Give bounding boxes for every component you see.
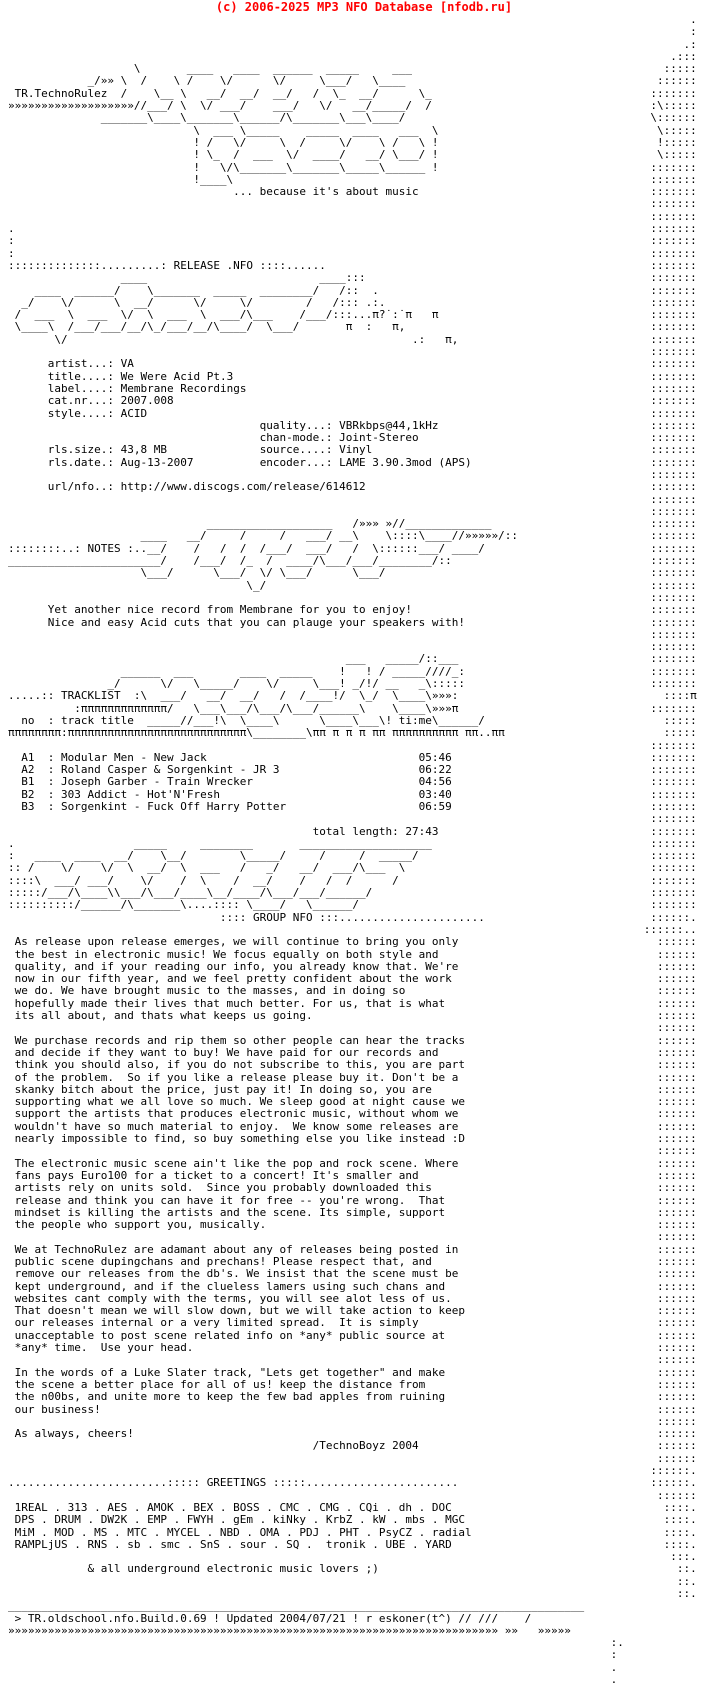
- logo-line: _/»» \ / \ / \/ \/ \___/ \____ ::::::: [8, 74, 697, 88]
- group-text: We at TechnoRulez are adamant about any of releases being posted in: [14, 1242, 459, 1256]
- footer-tail: :: [8, 1648, 618, 1662]
- nfo-border: ::::.: [471, 1525, 697, 1539]
- logo-line: ! \/\_______\_______\_____\______ ! :::::::: [8, 160, 697, 174]
- group-text: That doesn't mean we will slow down, but we will take action to keep: [14, 1304, 465, 1318]
- nfo-border: ::::::: [418, 1316, 697, 1330]
- nfo-border: ::::::: [438, 947, 697, 961]
- nfo-border: ::::::: [405, 984, 697, 998]
- release-field: rls.date.: Aug-13-2007 encoder...: LAME 3.90.3mod (APS) :::::::: [47, 455, 697, 469]
- encoder-value: LAME 3.90.3mod (APS): [339, 455, 472, 469]
- footer-tail: .: [8, 1660, 618, 1674]
- logo-line: !____\ :::::::: [8, 172, 697, 186]
- group-text: support the artists that produces electronic music, without whom we: [14, 1107, 459, 1121]
- track-title: 303 Addict - Hot'N'Fresh: [61, 787, 419, 801]
- group-text: the people who support you, musically.: [14, 1218, 267, 1232]
- group-section-title: GROUP NFO: [253, 910, 313, 924]
- footer-tail: .: [8, 1673, 618, 1687]
- nfo-border: ::::::: [464, 1304, 697, 1318]
- group-text: its all about, and thats what keeps us going.: [14, 1009, 313, 1023]
- track-row: A2 : Roland Casper & Sorgenkint - JR 3 06:22 :::::::: [21, 763, 697, 777]
- footer-tail: :.: [8, 1636, 624, 1650]
- track-row: B1 : Joseph Garber - Train Wrecker 04:56 :::::::: [21, 775, 697, 789]
- tracklist-logo-line: :πππππππππππππ/ \___\___/\___/\___/______\ \____\»»»π :::::::: [8, 701, 697, 715]
- nfo-border: :::::::: [451, 763, 697, 777]
- nfo-border: :::::: [484, 713, 697, 727]
- group-text: As release upon release emerges, we will continue to bring you only: [14, 935, 459, 949]
- notes-line: [8, 617, 728, 629]
- nfo-border: ::::::: [445, 1390, 697, 1404]
- nfo-border: :::::::: [133, 357, 697, 371]
- notes-header: ::::::::..: NOTES :..__/ / / / /___/ ___/ / \::::::___/ ____/ :::::::: [8, 541, 697, 555]
- nfo-border: ::::::: [458, 959, 697, 973]
- group-text: release and think you can have it for free -- you're wrong. That: [14, 1193, 446, 1207]
- group-text: our releases internal or a very limited spread. It is simply: [14, 1316, 419, 1330]
- greetings-text: RAMPLjUS . RNS . sb . smc . SnS . sour . SQ . tronik . UBE . YARD: [14, 1537, 452, 1551]
- track-row: B3 : Sorgenkint - Fuck Off Harry Potter 06:59 :::::::: [21, 800, 697, 813]
- group-text: wouldn't have so much material to enjoy. We know some releases are: [14, 1119, 459, 1133]
- size-value: 43,8 MB: [120, 443, 260, 457]
- track-no: B2: [21, 787, 35, 801]
- col-title-header: track title: [61, 713, 134, 727]
- logo-line: .:::: [8, 49, 697, 63]
- group-text: we do. We have brought music to the masses, and in doing so: [14, 984, 406, 998]
- release-logo-line: _/ \/ \ __/ \/ \/ / /::: .:. :::::::: [8, 295, 697, 309]
- group-closing: As always, cheers!: [14, 1427, 134, 1441]
- nfo-border: ::::::: [458, 1119, 697, 1133]
- url-value: http://www.discogs.com/release/614612: [120, 480, 366, 494]
- group-tag: TR.TechnoRulez: [14, 86, 108, 100]
- nfo-border: ::::::: [464, 1058, 697, 1072]
- release-logo-line: ____ ____::: :::::::: [8, 271, 697, 285]
- group-text: public scene dupingchans and prechans! Please respect that, and: [14, 1254, 432, 1268]
- nfo-border: :::::::: [412, 603, 697, 617]
- nfo-border: ::::::: [425, 1377, 697, 1391]
- greetings-text: MiM . MOD . MS . MTC . MYCEL . NBD . OMA . PDJ . PHT . PsyCZ . radial: [14, 1525, 472, 1539]
- nfo-border: ::::::.: [484, 910, 697, 924]
- tagline: ... because it's about music: [233, 185, 419, 199]
- release-logo-line: ____ ______/ \_______ _____ ________/ /:: . :::::::: [8, 283, 697, 297]
- nfo-border: ::::::: [445, 1328, 697, 1342]
- logo-line: \ ____ ____ ______ _____ ___ :::::: [8, 62, 697, 76]
- group-text: unacceptable to post scene related info on *any* public source at: [14, 1328, 446, 1342]
- release-field: cat.nr...: 2007.008 :::::::: [47, 394, 697, 408]
- nfo-border: ::::::: [418, 1168, 697, 1182]
- track-no: B3: [21, 800, 35, 813]
- release-field: style....: ACID :::::::: [47, 406, 697, 420]
- footer-line: > TR.oldschool.nfo.Build.0.69 ! Updated 2004/07/21 ! r eskoner(t^) // /// /: [8, 1611, 532, 1625]
- nfo-border: :::::::: [431, 86, 697, 100]
- greetings-text: DPS . DRUM . DW2K . EMP . FWYH . gEm . kiNky . KrbZ . kW . mbs . MGC: [14, 1513, 465, 1527]
- release-field: title....: We Were Acid Pt.3 :::::::: [47, 369, 697, 383]
- nfo-border: :::::::: [418, 185, 697, 199]
- quality-value: VBRkbps@44,1kHz: [339, 418, 439, 432]
- chanmode-value: Joint-Stereo: [339, 431, 419, 445]
- group-text: The electronic music scene ain't like the pop and rock scene. Where: [14, 1156, 459, 1170]
- release-field: rls.size.: 43,8 MB source....: Vinyl :::::::: [47, 443, 697, 457]
- group-signature: /TechnoBoyz 2004: [312, 1439, 419, 1453]
- track-time: 04:56: [418, 775, 452, 789]
- release-logo-line: \____\ /___/___/__/\_/___/__/\____/ \___/ π : π, :::::::: [8, 320, 697, 334]
- group-text: supporting what we all love so much. We sleep good at night cause we: [14, 1095, 465, 1109]
- nfo-border: :::::::: [173, 394, 697, 408]
- logo-line: ! / \/ \ / \/ \ / \ ! !:::::: [8, 135, 697, 149]
- nfo-border: ::::::: [100, 1402, 697, 1416]
- nfo-border: ::::::: [445, 996, 697, 1010]
- nfo-border: ::::::: [464, 1033, 697, 1047]
- catnr-value: 2007.008: [120, 394, 174, 408]
- nfo-border: :::::::: [484, 541, 697, 555]
- notes-text: Yet another nice record from Membrane for you to enjoy!: [47, 603, 412, 617]
- track-title: Joseph Garber - Train Wrecker: [61, 775, 419, 789]
- group-text: and decide if they want to buy! We have paid for our records and: [14, 1045, 439, 1059]
- nfo-border: ::::::: [431, 1181, 697, 1195]
- footer-updated: Updated 2004/07/21: [226, 1611, 346, 1625]
- tracklist-rule: ππππππππ:πππππππππππππππππππππππππππ\________\ππ π π π ππ ππππππππππ ππ..ππ :::::: [8, 726, 697, 740]
- footer-credit: r eskoner(t^): [365, 1611, 452, 1625]
- tracklist-columns: no : track title _____//___!\ \____\ \____\___\! ti:me\______/ :::::: [21, 713, 697, 727]
- notes-logo-line: _______________________/ /___/ /_ / ____/\___/___/________/:: :::::::: [8, 554, 697, 568]
- col-no-header: no: [21, 713, 35, 727]
- nfo-border: :::::::: [438, 418, 697, 432]
- greetings-line: [8, 1563, 728, 1575]
- logo-line: ! \_ / ___ \/ ____/ __/ \___/ ! \:::::: [8, 148, 697, 162]
- nfo-border: ::::.: [464, 1513, 697, 1527]
- nfo-border: ::.: [378, 1562, 697, 1576]
- group-text: skanky bitch about the price, just pay it! In doing so, you are: [14, 1082, 432, 1096]
- col-time-header: ti:me: [398, 713, 432, 727]
- group-text: websites cant comply with the terms, you will see alot less of us.: [14, 1291, 452, 1305]
- track-no: B1: [21, 775, 35, 789]
- label-value: Membrane Recordings: [120, 381, 247, 395]
- group-logo-line: :: / \/ \/ \ __/ \ ___ / _/ __/ ___/\___ \ :::::::: [8, 861, 697, 875]
- nfo-border: :::::::: [233, 369, 697, 383]
- footer-rule: _______________________________________________________________________________________: [8, 1599, 585, 1613]
- group-text: the best in electronic music! We focus equally on both style and: [14, 947, 439, 961]
- logo-line: .:: [8, 37, 697, 51]
- group-text: our business!: [14, 1402, 101, 1416]
- nfo-border: :::::::: [246, 381, 697, 395]
- logo-line: »»»»»»»»»»»»»»»»»»»//___/ \ \/ ___/ ___/ \/ __/_____/ / :\:::::: [8, 99, 697, 113]
- nfo-text: . : .: .::: \ ____ ____ ______ _____ ___ ::::: _/»» \ / \ / \/ \/ \___/ \____ :::::: TR.TechnoRulez / \__ \ __/ __/ __/ / \_ __/ \_ ::::::: »»»»»»»»»»»»»»»»»»»//___/ \ \/ ___/ ___/ \/ __/_____/ / :\::::: _______\____\_______\______/\_______\___\____/ \:::::: \ ___ \_____ _____ ____ ___ \ \::::: ! / \/ \ / \/ \ / \ ! !::::: ! \_ / ___ \/ ____/ __/ \___/ ! \::::: ! \/\_______\_______\_____\______ ! ::::::: !____\ ::::::: ... because it's about music ::::::: ::::::: ::::::: . ::::::: : ::::::: : ::::::: ::::::::::::::.........: RELEASE .NFO ::::...... ::::::: ____ ____::: ::::::: ____ ______/ \_______ _____ ________/ /:: . ::::::: _/ \/ \ __/ \/ \/ / /::: .:. ::::::: / ___ \ ___ \/ \ ___ \ ___/\___ /___/:::...π?˙:˙π π ::::::: \____\ /___/___/__/\_/___/__/\____/ \___/ π : π, ::::::: \/ .: π, ::::::: ::::::: artist...: VA ::::::: title....: We Were Acid Pt.3 ::::::: label....: Membrane Recordings ::::::: cat.nr...: 2007.008 ::::::: style....: ACID ::::::: quality...: VBRkbps@44,1kHz ::::::: chan-mode.: Joint-Stereo ::::::: rls.size.: 43,8 MB source....: Vinyl ::::::: rls.date.: Aug-13-2007 encoder...: LAME 3.90.3mod (APS) ::::::: ::::::: url/nfo..: http://www.discogs.com/release/614612 ::::::: ::::::: ::::::: ___________________ /»»» »//_____________ ::::::: ____ __/ / / ___/ __\ \::::\____//»»»»»/:: ::::::: ::::::::..: NOTES :..__/ / / / /___/ ___/ / \::::::___/ ____/ ::::::: _______________________/ /___/ /_ / ____/\___/___/________/:: ::::::: \___/ \___/ \/ \___/ \___/ ::::::: \_/ ::::::: ::::::: Yet another nice record from Membrane for you to enjoy! ::::::: Nice and easy Acid cuts that you can plauge your speakers with! ::::::: ::::::: ::::::: ___ _____/::___ ::::::: ______ ___ ____ _____ ! ! / _____////_: ::::::: _/ \/ \_____/ \/ \___! _/!/ __ _\::::: ::::::: .....:: TRACKLIST :\ ___/ __/ __/ / /____!/ \_/ \____\»»»: ::::π :πππππππππππππ/ \___\___/\___/\___/______\ \____\»»»π ::::::: no : track title _____//___!\ \____\ \____\___\! ti:me\______/ ::::: ππππππππ:πππππππππππππππππππππππππππ\________\ππ π π π ππ ππππππππππ ππ..ππ ::::: ::::::: A1 : Modular Men - New Jack 05:46 ::::::: A2 : Roland Casper & Sorgenkint - JR 3 06:22 ::::::: B1 : Joseph Garber - Train Wrecker 04:56 ::::::: B2 : 303 Addict - Hot'N'Fresh 03:40 ::::::: B3 : Sorgenkint - Fuck Off Harry Potter 06:59 ::::::: ::::::: total length: 27:43 ::::::: . _____ ________ ____________________ ::::::: : ____ ____ __/ \__/ \_____/ / / _____/ ::::::: :: / \/ \/ \ __/ \ ___ / _/ __/ ___/\___ \ ::::::: ::::\ ___/ ___/ \/ / \ / __/ / / / / ::::::: :::::/___/\____\\___/\___/____\__/____/\___/___/______/ ::::::: ::::::::::/______/\_______\....:::: \____/ \______/ ::::::: :::: GROUP NFO :::...................... ::::::. ::::::.. As release upon release emerges, we will continue to bring you only :::::: the best in electronic music! We focus equally on both style and :::::: quality, and if your reading our info, you already know that. We're :::::: now in our fifth year, and we feel pretty confident about the work :::::: we do. We have brought music to the masses, and in doing so :::::: hopefully made their lives that much better. For us, that is what :::::: its all about, and thats what keeps us going. :::::: :::::: We purchase records and rip them so other people can hear the tracks :::::: and decide if they want to buy! We have paid for our records and :::::: think you should also, if you do not subscribe to this, you are part :::::: of the problem. So if you like a release please buy it. Don't be a :::::: skanky bitch about the price, just pay it! In doing so, you are :::::: supporting what we all love so much. We sleep good at night cause we :::::: support the artists that produces electronic music, without whom we :::::: wouldn't have so much material to enjoy. We know some releases are :::::: nearly impossible to find, so buy something else you like instead :D :::::: :::::: The electronic music scene ain't like the pop and rock scene. Where :::::: fans pays Euro100 for a ticket to a concert! It's smaller and :::::: artists rely on units sold. Since you probably downloaded this :::::: release and think you can have it for free -- you're wrong. That :::::: mindset is killing the artists and the scene. Its simple, support :::::: the people who support you, musically. :::::: :::::: We at TechnoRulez are adamant about any of releases being posted in :::::: public scene dupingchans and prechans! Please respect that, and :::::: remove our releases from the db's. We insist that the scene must be :::::: kept underground, and if the clueless lamers using such chans and :::::: websites cant comply with the terms, you will see alot less of us. :::::: That doesn't mean we will slow down, but we will take action to keep :::::: our releases internal or a very limited spread. It is simply :::::: unacceptable to post scene related info on *any* public source at :::::: *any* time. Use your head. :::::: :::::: In the words of a Luke Slater track, "Lets get together" and make :::::: the scene a better place for all of us! keep the distance from :::::: the n00bs, and unite more to keep the few bad apples from ruining :::::: our business! :::::: :::::: As always, cheers! :::::: /TechnoBoyz 2004 :::::: :::::: ::::::. ........................::::: GREETINGS :::::....................... ::::::. :::::: 1REAL . 313 . AES . AMOK . BEX . BOSS . CMC . CMG . CQi . dh . DOC ::::. DPS . DRUM . DW2K . EMP . FWYH . gEm . kiNky . KrbZ . kW . mbs . MGC ::::. MiM . MOD . MS . MTC . MYCEL . NBD . OMA . PDJ . PHT . PsyCZ . radial ::::. RAMPLjUS . RNS . sb . smc . SnS . sour . SQ . tronik . UBE . YARD ::::. :::. & all underground electronic music lovers ;) ::. ::. ::. _______________________________________________________________________________________ > TR.oldschool.nfo.Build.0.69 ! Updated 2004/07/21 ! r eskoner(t^) // /// / »»»»»»»»»»»»»»»»»»»»»»»»»»»»»»»»»»»»»»»»»»»»»»»»»»»»»»»»»»»»»»»»»»»»»»»»»» »» »»»»» :. : . .: [0, 14, 728, 1686]
- nfo-border: ::::::: [431, 1082, 697, 1096]
- nfo-border: ::::::: [445, 1365, 697, 1379]
- group-logo-line: . _____ ________ ____________________ :::::::: [8, 836, 697, 850]
- track-time: 06:22: [418, 763, 452, 777]
- nfo-border: :::::::: [147, 406, 697, 420]
- notes-logo-line: \___/ \___/ \/ \___/ \___/ :::::::: [8, 566, 697, 580]
- nfo-border: :::::::: [451, 750, 697, 764]
- date-value: Aug-13-2007: [120, 455, 260, 469]
- nfo-border: :::::::: [451, 787, 697, 801]
- track-title: Modular Men - New Jack: [61, 750, 419, 764]
- track-row: B2 : 303 Addict - Hot'N'Fresh 03:40 :::::::: [21, 787, 697, 801]
- nfo-border: ::::::.: [458, 1476, 697, 1490]
- nfo-border: ::::.: [451, 1500, 697, 1514]
- footer-rule: »»»»»»»»»»»»»»»»»»»»»»»»»»»»»»»»»»»»»»»»»»»»»»»»»»»»»»»»»»»»»»»»»»»»»»»»»» »» »»»»»: [8, 1623, 571, 1637]
- footer-build: TR.oldschool.nfo.Build.0.69: [27, 1611, 207, 1625]
- nfo-border: ::::::: [464, 1132, 697, 1146]
- track-title: Roland Casper & Sorgenkint - JR 3: [61, 763, 419, 777]
- nfo-border: ::::::: [431, 1254, 697, 1268]
- group-text: hopefully made their lives that much better. For us, that is what: [14, 996, 446, 1010]
- group-line: [8, 1440, 728, 1452]
- nfo-border: ::::::: [458, 1267, 697, 1281]
- track-time: 03:40: [418, 787, 452, 801]
- nfo-border: ::::::: [193, 1341, 697, 1355]
- nfo-border: :::::::: [451, 775, 697, 789]
- nfo-border: ::::::: [458, 1107, 697, 1121]
- group-header: :::: GROUP NFO :::...................... ::::::.: [8, 910, 697, 924]
- nfo-border: :::::::: [365, 480, 697, 494]
- artist-value: VA: [120, 357, 134, 371]
- group-text: of the problem. So if you like a release please buy it. Don't be a: [14, 1070, 459, 1084]
- tracklist-logo-line: ___ _____/::___ :::::::: [8, 652, 697, 666]
- track-no: A1: [21, 750, 35, 764]
- group-text: nearly impossible to find, so buy something else you like instead :D: [14, 1132, 465, 1146]
- group-text: remove our releases from the db's. We insist that the scene must be: [14, 1267, 459, 1281]
- track-time: 06:59: [418, 800, 452, 813]
- nfo-border: ::::::: [458, 1070, 697, 1084]
- greetings-closing: & all underground electronic music lovers ;): [87, 1562, 379, 1576]
- group-text: artists rely on units sold. Since you probably downloaded this: [14, 1181, 432, 1195]
- logo-line: \ ___ \_____ _____ ____ ___ \ \:::::: [8, 123, 697, 137]
- release-field: artist...: VA :::::::: [47, 357, 697, 371]
- group-logo-line: :::::/___/\____\\___/\___/____\__/____/\___/___/______/ :::::::: [8, 886, 697, 900]
- logo-line: _______\____\_______\______/\_______\___\____/ \::::::: [8, 111, 697, 125]
- group-text: mindset is killing the artists and the scene. Its simple, support: [14, 1205, 446, 1219]
- release-field: quality...: VBRkbps@44,1kHz :::::::: [259, 418, 697, 432]
- track-time: 05:46: [418, 750, 452, 764]
- nfo-border: ::::::: [418, 1439, 697, 1453]
- group-text: now in our fifth year, and we feel pretty confident about the work: [14, 972, 452, 986]
- tracklist-header: .....:: TRACKLIST :\ ___/ __/ __/ / /____!/ \_/ \____\»»»: ::::π: [8, 689, 697, 703]
- release-logo-line: \/ .: π, :::::::: [8, 332, 697, 346]
- release-field: label....: Membrane Recordings :::::::: [47, 381, 697, 395]
- group-line: [8, 1404, 728, 1416]
- nfo-border: ::::::: [312, 1009, 697, 1023]
- greetings-header: ........................::::: GREETINGS :::::....................... ::::::.: [8, 1476, 697, 1490]
- group-text: the n00bs, and unite more to keep the few bad apples from ruining: [14, 1390, 446, 1404]
- nfo-border: ::::::: [266, 1218, 697, 1232]
- nfo-border: :::::::: [372, 443, 697, 457]
- group-text: *any* time. Use your head.: [14, 1341, 194, 1355]
- notes-section-title: NOTES: [87, 541, 121, 555]
- nfo-border: ::::::: [445, 1279, 697, 1293]
- nfo-border: ::::::: [445, 1205, 697, 1219]
- nfo-border: :::::::: [464, 615, 697, 629]
- track-title: Sorgenkint - Fuck Off Harry Potter: [61, 800, 419, 813]
- group-text: think you should also, if you do not subscribe to this, you are part: [14, 1058, 465, 1072]
- group-logo-line: ::::\ ___/ ___/ \/ / \ / __/ / / / / :::::::: [8, 873, 697, 887]
- release-field: url/nfo..: http://www.discogs.com/release/614612 :::::::: [47, 480, 697, 494]
- source-value: Vinyl: [339, 443, 373, 457]
- total-label: total length:: [312, 824, 399, 838]
- greetings-text: 1REAL . 313 . AES . AMOK . BEX . BOSS . CMC . CMG . CQi . dh . DOC: [14, 1500, 452, 1514]
- style-value: ACID: [120, 406, 148, 420]
- nfo-border: :::::::: [418, 431, 697, 445]
- group-text: quality, and if your reading our info, you already know that. We're: [14, 959, 459, 973]
- nfo-border: ::::::: [458, 1156, 697, 1170]
- notes-logo-line: ___________________ /»»» »//_____________ :::::::: [8, 517, 697, 531]
- title-value: We Were Acid Pt.3: [120, 369, 234, 383]
- group-text: kept underground, and if the clueless lamers using such chans and: [14, 1279, 446, 1293]
- nfo-border: :::::::: [325, 258, 697, 272]
- release-field: chan-mode.: Joint-Stereo :::::::: [259, 431, 697, 445]
- total-length: 27:43: [405, 824, 439, 838]
- track-no: A2: [21, 763, 35, 777]
- source-banner: (c) 2006-2025 MP3 NFO Database [nfodb.ru]: [215, 0, 513, 14]
- group-text: fans pays Euro100 for a ticket to a concert! It's smaller and: [14, 1168, 419, 1182]
- group-logo-line: ::::::::::/______/\_______\....:::: \____/ \______/ :::::::: [8, 898, 697, 912]
- notes-logo-line: ____ __/ / / ___/ __\ \::::\____//»»»»»/:: :::::::: [8, 529, 697, 543]
- nfo-border: ::::π: [458, 689, 697, 703]
- release-section-title: RELEASE .NFO: [173, 258, 254, 272]
- tracklist-logo-line: ______ ___ ____ _____ ! ! / _____////_: :::::::: [8, 664, 697, 678]
- nfo-border: :::::::: [451, 800, 697, 813]
- nfo-border: ::::::: [458, 1242, 697, 1256]
- nfo-border: ::::.: [451, 1537, 697, 1551]
- nfo-border: ::::::: [451, 1291, 697, 1305]
- nfo-border: :::::::: [471, 455, 697, 469]
- group-text: In the words of a Luke Slater track, "Lets get together" and make: [14, 1365, 446, 1379]
- release-logo-line: / ___ \ ___ \/ \ ___ \ ___/\___ /___/:::...π?˙:˙π π :::::::: [8, 308, 697, 322]
- tracklist-logo-line: _/ \/ \_____/ \/ \___! _/!/ __ _\::::: :::::::: [8, 677, 697, 691]
- release-header: ::::::::::::::.........: RELEASE .NFO ::::...... :::::::: [8, 258, 697, 272]
- nfo-border: ::::::: [133, 1427, 697, 1441]
- notes-logo-line: \_/ :::::::: [8, 578, 697, 592]
- logo-line: :: [8, 25, 697, 39]
- nfo-border: ::::::: [464, 1095, 697, 1109]
- track-row: A1 : Modular Men - New Jack 05:46 :::::::: [21, 750, 697, 764]
- greetings-section-title: GREETINGS: [206, 1476, 267, 1490]
- nfo-border: ::::::: [438, 1045, 697, 1059]
- group-logo-line: : ____ ____ __/ \__/ \_____/ / / _____/ :::::::: [8, 849, 697, 863]
- tracklist-section-title: TRACKLIST: [60, 689, 121, 703]
- nfo-border: ::::::: [451, 972, 697, 986]
- group-text: the scene a better place for all of us! keep the distance from: [14, 1377, 426, 1391]
- group-text: We purchase records and rip them so other people can hear the tracks: [14, 1033, 465, 1047]
- nfo-border: :::::::: [438, 824, 697, 838]
- nfo-border: ::::::: [445, 1193, 697, 1207]
- logo-line: .: [8, 14, 697, 26]
- notes-text: Nice and easy Acid cuts that you can plauge your speakers with!: [47, 615, 465, 629]
- nfo-border: ::::::: [458, 935, 697, 949]
- logo-line: TR.TechnoRulez / \__ \ __/ __/ __/ / \_ __/ \_ :::::::: [14, 86, 697, 100]
